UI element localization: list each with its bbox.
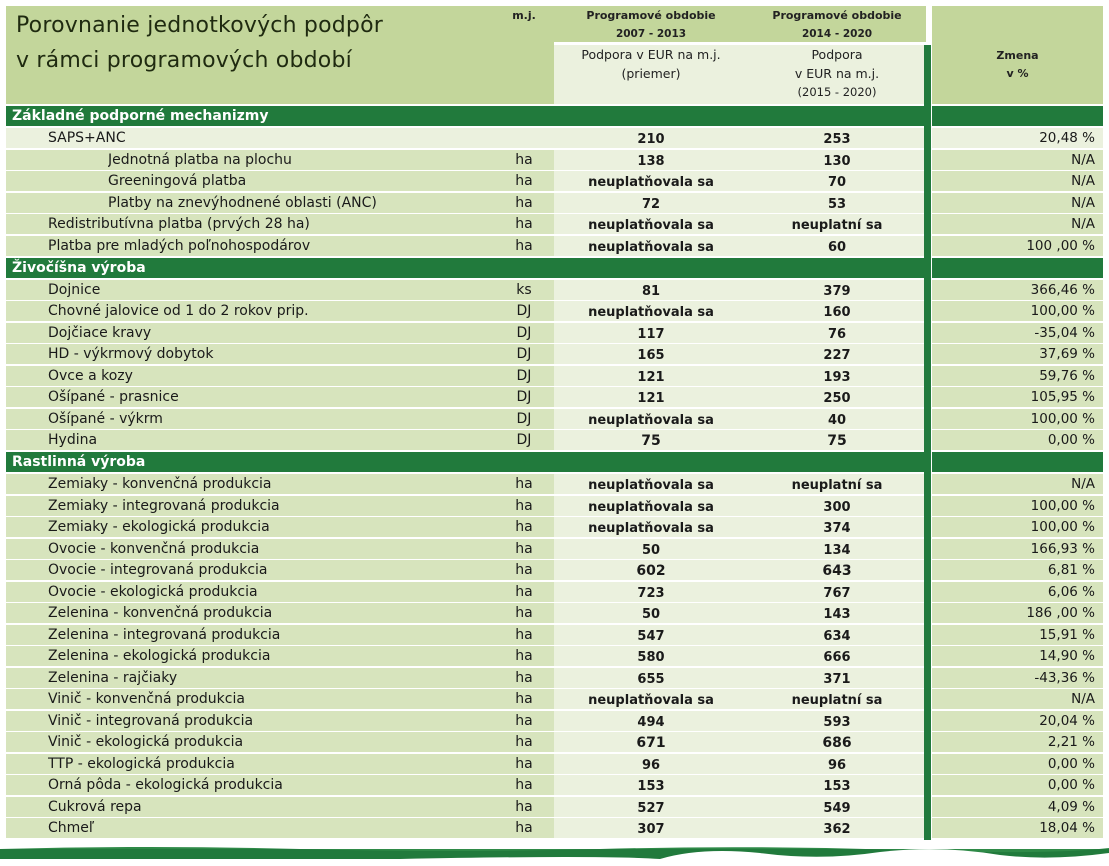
section-header-fill xyxy=(494,106,554,126)
row-value-2014-2020: 76 xyxy=(827,327,847,342)
unit-column-header: m.j. xyxy=(512,9,536,22)
row-label: Platby na znevýhodnené oblasti (ANC) xyxy=(108,195,377,211)
row-value-2014-2020: 193 xyxy=(823,370,851,385)
row-change: 18,04 % xyxy=(1039,820,1095,836)
row-label: Chovné jalovice od 1 do 2 rokov prip. xyxy=(48,303,309,319)
row-label: Zemiaky - integrovaná produkcia xyxy=(48,498,280,514)
row-value-2007-2013: 494 xyxy=(637,715,665,730)
row-change: 14,90 % xyxy=(1039,648,1095,664)
row-change: N/A xyxy=(1071,476,1095,492)
page-title-line1: Porovnanie jednotkových podpôr xyxy=(16,13,383,38)
row-value-2007-2013: 210 xyxy=(637,132,665,147)
row-value-2007-2013: 121 xyxy=(637,391,665,406)
row-label: Dojčiace kravy xyxy=(48,325,152,341)
row-unit: ha xyxy=(515,756,533,772)
row-unit: DJ xyxy=(516,389,532,405)
row-value-2014-2020: neuplatní sa xyxy=(791,478,883,493)
row-label: Vinič - integrovaná produkcia xyxy=(48,713,254,729)
row-value-2014-2020: 362 xyxy=(823,822,851,837)
section-header: Základné podporné mechanizmy xyxy=(6,106,494,126)
row-label: Ovce a kozy xyxy=(48,368,133,384)
row-value-2014-2020: 53 xyxy=(827,197,847,212)
row-value-2014-2020: 593 xyxy=(823,715,851,730)
row-change: N/A xyxy=(1071,173,1095,189)
row-value-2014-2020: 666 xyxy=(823,650,851,665)
row-unit: ha xyxy=(515,216,533,232)
row-value-2014-2020: 70 xyxy=(827,175,847,190)
row-label: Zemiaky - ekologická produkcia xyxy=(48,519,270,535)
period2-subheader-line1: Podpora xyxy=(811,47,863,62)
row-label: Zelenina - rajčiaky xyxy=(48,670,178,686)
bottom-decorative-band xyxy=(0,843,1109,866)
row-label: Zemiaky - konvenčná produkcia xyxy=(48,476,272,492)
row-change: 0,00 % xyxy=(1047,432,1095,448)
section-header-fill xyxy=(748,452,926,472)
row-value-2014-2020: 549 xyxy=(823,801,851,816)
row-value-2014-2020: 250 xyxy=(823,391,851,406)
row-value-2007-2013: neuplatňovala sa xyxy=(588,478,714,493)
row-value-2007-2013: neuplatňovala sa xyxy=(588,240,714,255)
row-unit: ha xyxy=(515,605,533,621)
row-value-2014-2020: neuplatní sa xyxy=(791,218,883,233)
row-change: 6,81 % xyxy=(1047,562,1095,578)
section-header-fill xyxy=(932,106,1103,126)
row-value-2014-2020: 143 xyxy=(823,607,851,622)
row-label: Ošípané - výkrm xyxy=(48,411,163,427)
row-change: 105,95 % xyxy=(1030,389,1095,405)
row-label: Vinič - konvenčná produkcia xyxy=(48,691,245,707)
row-change: 20,04 % xyxy=(1039,713,1095,729)
row-value-2014-2020: 227 xyxy=(823,348,851,363)
row-unit: ha xyxy=(515,820,533,836)
section-header-fill xyxy=(554,452,748,472)
section-header-fill xyxy=(932,258,1103,278)
period1-subheader-line1: Podpora v EUR na m.j. xyxy=(581,47,721,62)
row-value-2007-2013: 121 xyxy=(637,370,665,385)
section-header: Živočíšna výroba xyxy=(6,258,494,278)
row-change: 37,69 % xyxy=(1039,346,1095,362)
row-unit: ks xyxy=(516,282,532,298)
row-unit xyxy=(494,128,554,148)
row-unit: ha xyxy=(515,519,533,535)
row-change: N/A xyxy=(1071,691,1095,707)
row-unit: ha xyxy=(515,541,533,557)
row-value-2014-2020: 96 xyxy=(827,758,847,773)
row-change: -43,36 % xyxy=(1034,670,1095,686)
row-label: Hydina xyxy=(48,432,98,448)
row-value-2014-2020: 767 xyxy=(823,586,851,601)
row-unit: ha xyxy=(515,584,533,600)
row-unit: ha xyxy=(515,152,533,168)
row-unit: ha xyxy=(515,691,533,707)
row-label: Zelenina - integrovaná produkcia xyxy=(48,627,281,643)
row-value-2014-2020: neuplatní sa xyxy=(791,693,883,708)
row-value-2007-2013: neuplatňovala sa xyxy=(588,521,714,536)
row-unit: ha xyxy=(515,498,533,514)
row-value-2007-2013: 153 xyxy=(637,779,665,794)
row-change: 2,21 % xyxy=(1047,734,1095,750)
row-label: Jednotná platba na plochu xyxy=(108,152,292,168)
period1-years: 2007 - 2013 xyxy=(615,28,687,40)
row-value-2014-2020: 130 xyxy=(823,154,851,169)
row-unit: ha xyxy=(515,173,533,189)
row-value-2007-2013: 723 xyxy=(637,586,665,601)
section-header-fill xyxy=(748,258,926,278)
row-value-2007-2013: 547 xyxy=(637,629,665,644)
row-label: TTP - ekologická produkcia xyxy=(48,756,235,772)
row-label: Vinič - ekologická produkcia xyxy=(48,734,244,750)
row-value-2007-2013: 50 xyxy=(641,543,661,558)
row-unit: ha xyxy=(515,627,533,643)
period2-subheader-line2: v EUR na m.j. xyxy=(794,66,880,81)
row-value-2014-2020: 300 xyxy=(823,500,851,515)
period1-header: Programové obdobie xyxy=(586,9,716,22)
section-header-fill xyxy=(748,106,926,126)
period2-subheader-line3: (2015 - 2020) xyxy=(797,85,877,99)
row-label: Ovocie - integrovaná produkcia xyxy=(48,562,268,578)
row-unit: DJ xyxy=(516,368,532,384)
period1-subheader-line2: (priemer) xyxy=(621,66,681,81)
row-label: Zelenina - ekologická produkcia xyxy=(48,648,271,664)
row-label: Orná pôda - ekologická produkcia xyxy=(48,777,283,793)
period2-header: Programové obdobie xyxy=(772,9,902,22)
row-value-2014-2020: 374 xyxy=(823,521,851,536)
row-label: Ovocie - ekologická produkcia xyxy=(48,584,258,600)
row-label: Cukrová repa xyxy=(48,799,142,815)
section-header-fill xyxy=(494,258,554,278)
row-change: -35,04 % xyxy=(1034,325,1095,341)
row-value-2007-2013: 602 xyxy=(636,563,666,579)
row-unit: ha xyxy=(515,562,533,578)
row-value-2007-2013: 50 xyxy=(641,607,661,622)
row-value-2007-2013: 671 xyxy=(636,735,666,751)
row-unit: DJ xyxy=(516,432,532,448)
row-change: 366,46 % xyxy=(1030,282,1095,298)
row-value-2014-2020: 134 xyxy=(823,543,851,558)
row-value-2014-2020: 40 xyxy=(827,413,847,428)
row-change: 4,09 % xyxy=(1047,799,1095,815)
row-change: 186 ,00 % xyxy=(1026,605,1095,621)
row-change: 166,93 % xyxy=(1030,541,1095,557)
row-unit: DJ xyxy=(516,303,532,319)
row-value-2007-2013: 527 xyxy=(637,801,665,816)
row-unit: ha xyxy=(515,476,533,492)
row-value-2007-2013: 75 xyxy=(641,433,661,449)
row-unit: ha xyxy=(515,713,533,729)
row-unit: ha xyxy=(515,799,533,815)
row-label: HD - výkrmový dobytok xyxy=(48,346,214,362)
row-value-2007-2013: 307 xyxy=(637,822,665,837)
row-value-2014-2020: 153 xyxy=(823,779,851,794)
row-unit: ha xyxy=(515,238,533,254)
row-change: 100,00 % xyxy=(1030,498,1095,514)
row-value-2007-2013: neuplatňovala sa xyxy=(588,413,714,428)
row-value-2007-2013: neuplatňovala sa xyxy=(588,693,714,708)
row-change: N/A xyxy=(1071,216,1095,232)
row-value-2014-2020: 75 xyxy=(827,433,847,449)
row-value-2007-2013: 96 xyxy=(641,758,661,773)
row-value-2014-2020: 643 xyxy=(822,563,852,579)
column-separator-bar xyxy=(924,45,931,840)
row-label: Redistributívna platba (prvých 28 ha) xyxy=(48,216,310,232)
row-change: 0,00 % xyxy=(1047,777,1095,793)
row-value-2007-2013: 580 xyxy=(637,650,665,665)
row-change: 59,76 % xyxy=(1039,368,1095,384)
row-unit: DJ xyxy=(516,411,532,427)
row-change: N/A xyxy=(1071,152,1095,168)
row-change: 20,48 % xyxy=(1039,130,1095,146)
row-label: Zelenina - konvenčná produkcia xyxy=(48,605,273,621)
row-unit: ha xyxy=(515,670,533,686)
section-header-fill xyxy=(494,452,554,472)
section-header-fill xyxy=(554,258,748,278)
row-value-2007-2013: 165 xyxy=(637,348,665,363)
row-change: N/A xyxy=(1071,195,1095,211)
row-value-2007-2013: neuplatňovala sa xyxy=(588,305,714,320)
row-unit: ha xyxy=(515,734,533,750)
row-value-2014-2020: 160 xyxy=(823,305,851,320)
row-value-2014-2020: 379 xyxy=(823,284,851,299)
change-header: Zmena xyxy=(996,49,1039,62)
section-header-fill xyxy=(932,452,1103,472)
row-unit: DJ xyxy=(516,325,532,341)
row-value-2007-2013: neuplatňovala sa xyxy=(588,175,714,190)
row-label: Ovocie - konvenčná produkcia xyxy=(48,541,260,557)
row-value-2007-2013: 72 xyxy=(641,197,661,212)
row-change: 6,06 % xyxy=(1047,584,1095,600)
row-value-2007-2013: 655 xyxy=(637,672,665,687)
row-value-2014-2020: 371 xyxy=(823,672,851,687)
row-value-2007-2013: 81 xyxy=(641,284,661,299)
row-value-2014-2020: 634 xyxy=(823,629,851,644)
row-value-2007-2013: neuplatňovala sa xyxy=(588,500,714,515)
row-label: Dojnice xyxy=(48,282,101,298)
change-header-unit: v % xyxy=(1006,67,1029,80)
row-change: 100,00 % xyxy=(1030,411,1095,427)
row-unit: DJ xyxy=(516,346,532,362)
row-unit: ha xyxy=(515,777,533,793)
row-label: Greeningová platba xyxy=(108,173,247,189)
row-value-2014-2020: 253 xyxy=(823,132,851,147)
row-value-2007-2013: neuplatňovala sa xyxy=(588,218,714,233)
row-value-2014-2020: 686 xyxy=(822,735,852,751)
row-change: 0,00 % xyxy=(1047,756,1095,772)
period2-years: 2014 - 2020 xyxy=(801,28,873,40)
row-label: SAPS+ANC xyxy=(48,130,126,146)
section-header-fill xyxy=(554,106,748,126)
row-value-2007-2013: 117 xyxy=(637,327,665,342)
row-label: Ošípané - prasnice xyxy=(48,389,179,405)
row-change: 15,91 % xyxy=(1039,627,1095,643)
row-value-2007-2013: 138 xyxy=(637,154,665,169)
row-change: 100,00 % xyxy=(1030,303,1095,319)
row-change: 100 ,00 % xyxy=(1026,238,1095,254)
row-value-2014-2020: 60 xyxy=(827,240,847,255)
section-header: Rastlinná výroba xyxy=(6,452,494,472)
page-title-line2: v rámci programových období xyxy=(16,48,352,73)
row-unit: ha xyxy=(515,648,533,664)
row-unit: ha xyxy=(515,195,533,211)
row-change: 100,00 % xyxy=(1030,519,1095,535)
row-label: Chmeľ xyxy=(48,820,95,836)
row-label: Platba pre mladých poľnohospodárov xyxy=(48,238,311,254)
